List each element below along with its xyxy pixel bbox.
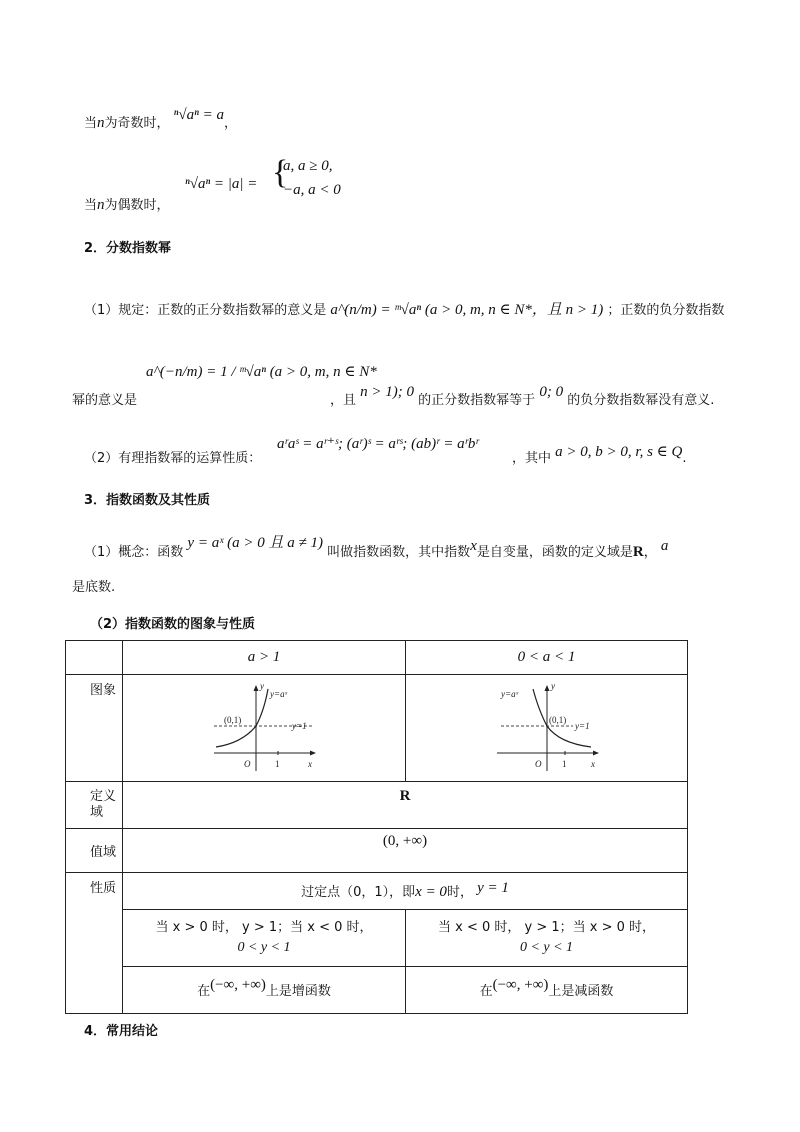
section-2-title: 2．分数指数幂: [84, 241, 172, 256]
text: 的负分数指数幂没有意义.: [567, 393, 715, 408]
var-n: n: [97, 197, 105, 213]
rule1-line2-tail: [330, 384, 715, 409]
table-row-monotonic: [66, 967, 688, 1014]
exp-rules-formula: aʳaˢ = aʳ⁺ˢ; (aʳ)ˢ = aʳˢ; (ab)ʳ = aʳbʳ: [277, 436, 479, 452]
text: 为偶数时，: [104, 198, 170, 213]
domain-value: R: [123, 782, 688, 829]
odd-root-line: [84, 107, 237, 132]
exp-function-formula: y = aˣ (a > 0 且 a ≠ 1): [187, 535, 324, 551]
positive-frac-exp-formula: a^(n/m) = ᵐ√aⁿ (a > 0, m, n ∈ N*，且 n > 1): [330, 302, 604, 318]
header-a-gt-1: a > 1: [123, 641, 406, 675]
line-label: y=1: [292, 720, 307, 731]
curve-label: y=aˣ: [500, 688, 518, 699]
point-label: (0,1): [548, 714, 566, 725]
text: 0 < y < 1: [519, 940, 574, 955]
condition: a > 0, b > 0, r, s ∈ Q: [555, 444, 683, 460]
table-header-row: [66, 641, 688, 675]
graph-cell-decreasing: [406, 675, 688, 782]
text: 当: [84, 116, 98, 131]
mono-increasing: [123, 967, 406, 1014]
var-a: a: [660, 538, 669, 554]
text: 当 x > 0 时， y > 1；当 x < 0 时，: [155, 920, 373, 935]
section-3-title: 3．指数函数及其性质: [84, 493, 211, 508]
section-4-title: 4．常用结论: [84, 1024, 159, 1039]
text: （1）规定：正数的正分数指数幂的意义是: [84, 303, 327, 318]
row-label-props: 性质: [66, 873, 123, 1014]
table-row-graph: [66, 675, 688, 782]
text: 是底数.: [72, 580, 116, 595]
text: 定义: [90, 789, 117, 804]
text: 在: [479, 984, 493, 999]
props-increasing: [123, 910, 406, 967]
rule2-tail: [512, 444, 687, 467]
negative-frac-exp-formula: a^(−n/m) = 1 / ᵐ√aⁿ (a > 0, m, n ∈ N*: [146, 364, 377, 380]
axis-label-x: x: [590, 758, 595, 769]
subsection-title: （2）指数函数的图象与性质: [90, 617, 256, 632]
case-1: a, a ≥ 0,: [283, 158, 333, 174]
graph-decreasing: [487, 681, 607, 776]
x-eq-0: x = 0: [415, 884, 447, 900]
text: 是自变量，函数的定义域是: [476, 545, 633, 560]
axis-label-y: y: [260, 680, 264, 691]
exp-function-table: [65, 640, 688, 1014]
table-cell: [66, 641, 123, 675]
row-label-range: 值域: [66, 829, 123, 873]
range-value: (0, +∞): [123, 829, 688, 873]
graph-cell-increasing: [123, 675, 406, 782]
table-row-fixed-point: [66, 873, 688, 910]
condition: n > 1); 0: [360, 384, 415, 400]
case-2: −a, a < 0: [283, 182, 341, 198]
axis-label-x: x: [308, 758, 312, 769]
fixed-point-cell: [123, 873, 688, 910]
header-a-lt-1: 0 < a < 1: [406, 641, 688, 675]
text: 为奇数时，: [104, 116, 170, 131]
graph-increasing: [204, 681, 324, 776]
text: 过定点（0，1），即: [301, 885, 416, 900]
text: （2）有理指数幂的运算性质：: [84, 451, 262, 466]
text: 上是增函数: [265, 984, 331, 999]
var-x: x: [470, 538, 477, 554]
concept-line1: [84, 535, 669, 561]
curve-label: y=aˣ: [270, 688, 288, 699]
table-row-range: [66, 829, 688, 873]
text: ，其中: [512, 451, 552, 466]
even-root-formula: ⁿ√aⁿ = |a| =: [185, 176, 258, 192]
text: ，: [643, 545, 657, 560]
mono-decreasing: [406, 967, 688, 1014]
text: ，: [223, 116, 237, 131]
tick-label: 1: [561, 758, 566, 769]
text: 的正分数指数幂等于: [418, 393, 536, 408]
set-R: R: [632, 544, 644, 560]
axis-label-y: y: [550, 680, 555, 691]
interval: (−∞, +∞): [492, 977, 549, 993]
point-label: (0,1): [224, 714, 242, 725]
zero: 0; 0: [539, 384, 564, 400]
text: 上是减函数: [548, 984, 614, 999]
text: .: [682, 451, 687, 466]
text: ；正数的负分数指数: [607, 303, 725, 318]
table-row-values: [66, 910, 688, 967]
text: （1）概念：函数: [84, 545, 184, 560]
text: 幂的意义是: [72, 393, 138, 408]
origin-label: O: [244, 758, 251, 769]
text: 域: [90, 805, 104, 820]
brace: {: [272, 154, 289, 191]
text: 0 < y < 1: [237, 940, 291, 955]
text: 在: [197, 984, 211, 999]
row-label-domain: [66, 782, 123, 829]
text: ，且: [330, 393, 357, 408]
table-row-domain: [66, 782, 688, 829]
even-root-line: [84, 194, 170, 214]
odd-root-formula: ⁿ√aⁿ = a: [173, 107, 224, 123]
text: 当: [84, 198, 98, 213]
origin-label: O: [534, 758, 541, 769]
row-label-graph: 图象: [66, 675, 123, 782]
y-eq-1: y = 1: [477, 880, 509, 896]
var-n: n: [97, 115, 105, 131]
text: 叫做指数函数，其中指数: [327, 545, 471, 560]
text: 时，: [446, 885, 473, 900]
text: 当 x < 0 时， y > 1；当 x > 0 时，: [437, 920, 656, 935]
interval: (−∞, +∞): [210, 977, 266, 993]
rule1-line1: [84, 298, 724, 319]
line-label: y=1: [574, 720, 590, 731]
props-decreasing: [406, 910, 688, 967]
tick-label: 1: [275, 758, 280, 769]
